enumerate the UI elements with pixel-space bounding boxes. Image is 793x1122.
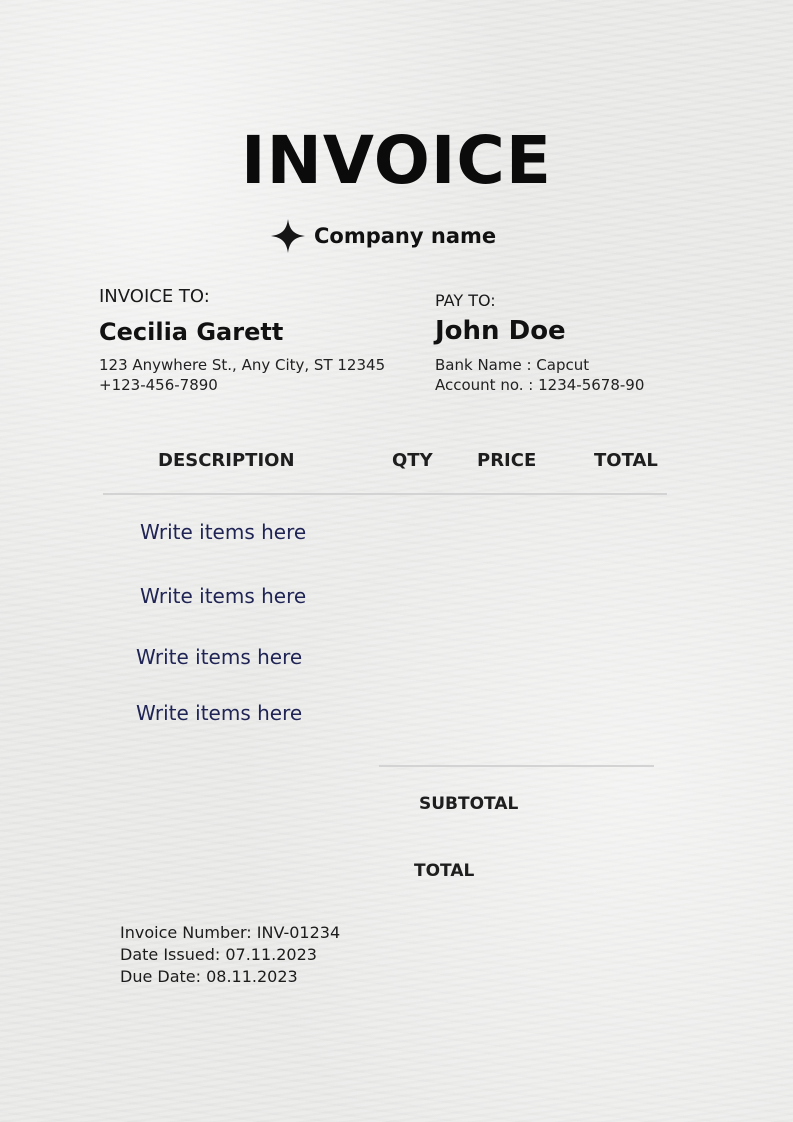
column-header-description: DESCRIPTION (158, 450, 295, 471)
invoice-to-name: Cecilia Garett (99, 318, 284, 346)
column-header-price: PRICE (477, 450, 537, 471)
line-item: Write items here (136, 645, 303, 669)
invoice-to-label: INVOICE TO: (99, 286, 210, 307)
pay-to-name: John Doe (435, 316, 566, 346)
invoice-number: Invoice Number: INV-01234 (120, 923, 341, 942)
total-label: TOTAL (414, 861, 475, 881)
summary-divider (379, 765, 654, 767)
company-header (270, 218, 496, 254)
pay-to-label: PAY TO: (435, 291, 496, 310)
header-divider (103, 493, 667, 495)
four-point-star-icon (270, 218, 306, 254)
invoice-to-phone: +123-456-7890 (99, 376, 218, 394)
column-header-total: TOTAL (594, 450, 658, 471)
line-item: Write items here (136, 701, 303, 725)
date-issued: Date Issued: 07.11.2023 (120, 945, 317, 964)
due-date: Due Date: 08.11.2023 (120, 967, 298, 986)
invoice-meta (120, 922, 340, 988)
pay-to-account: Account no. : 1234-5678-90 (435, 376, 645, 394)
column-header-qty: QTY (392, 450, 433, 471)
invoice-to-address: 123 Anywhere St., Any City, ST 12345 (99, 356, 386, 374)
invoice-title: INVOICE (241, 122, 552, 199)
subtotal-label: SUBTOTAL (419, 794, 519, 814)
line-item: Write items here (140, 520, 307, 544)
pay-to-bank: Bank Name : Capcut (435, 356, 590, 374)
line-item: Write items here (140, 584, 307, 608)
company-name: Company name (314, 224, 497, 248)
